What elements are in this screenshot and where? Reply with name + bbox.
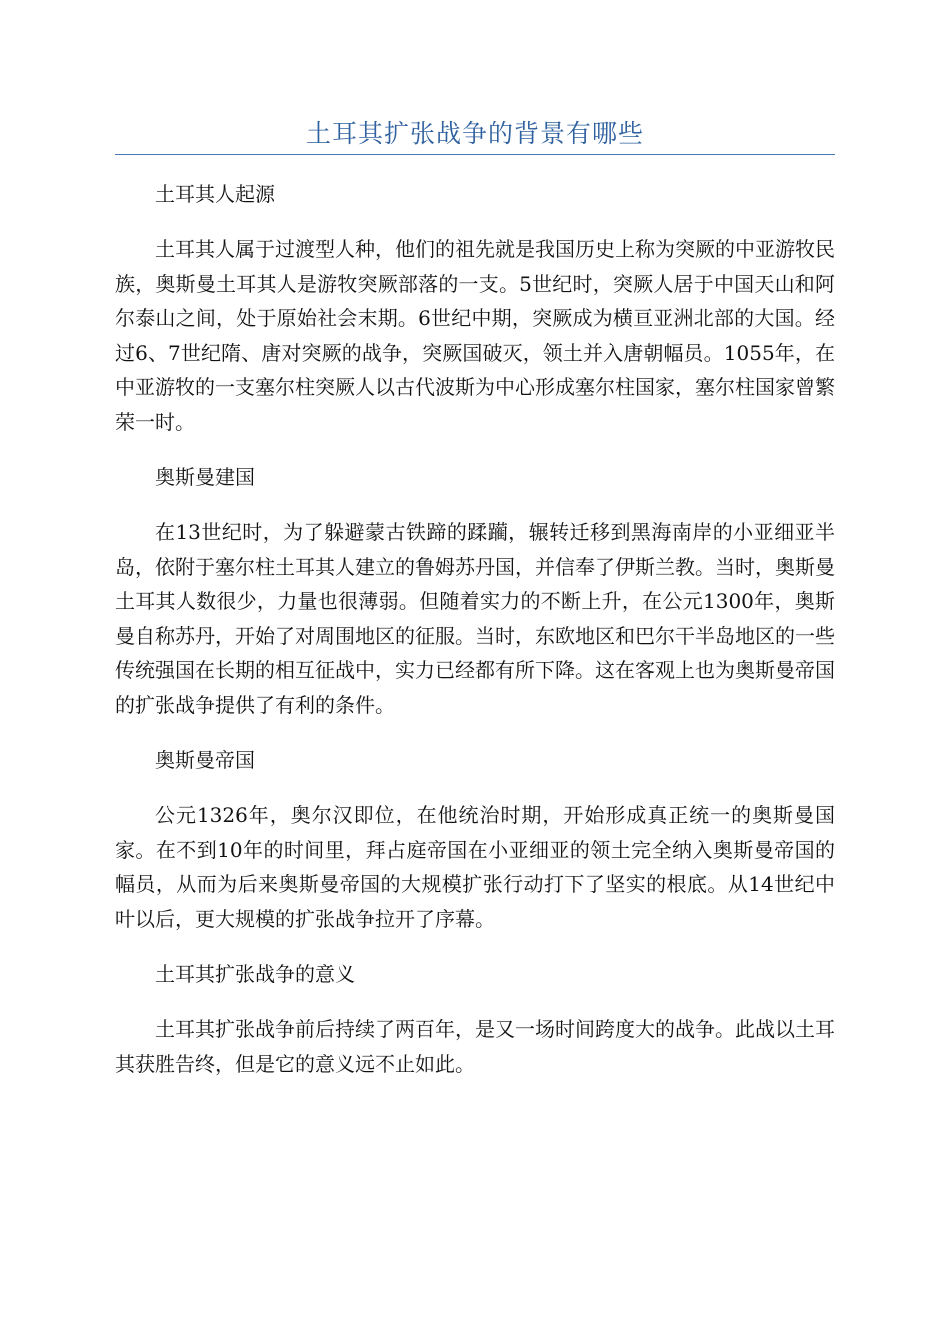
- section-empire: [115, 743, 835, 936]
- title-underline: [115, 154, 835, 155]
- section-origin: [115, 177, 835, 439]
- section-heading: 奥斯曼帝国: [155, 748, 255, 772]
- section-paragraph: 公元1326年，奥尔汉即位，在他统治时期，开始形成真正统一的奥斯曼国家。在不到10年的时间里，拜占庭帝国在小亚细亚的领土完全纳入奥斯曼帝国的幅员，从而为后来奥斯曼帝国的大规模扩张行动打下了坚实的根底。从14世纪中叶以后，更大规模的扩张战争拉开了序幕。: [115, 803, 835, 931]
- section-paragraph: 土耳其人属于过渡型人种，他们的祖先就是我国历史上称为突厥的中亚游牧民族，奥斯曼土耳其人是游牧突厥部落的一支。5世纪时，突厥人居于中国天山和阿尔泰山之间，处于原始社会末期。6世纪中期，突厥成为横亘亚洲北部的大国。经过6、7世纪隋、唐对突厥的战争，突厥国破灭，领土并入唐朝幅员。1055年，在中亚游牧的一支塞尔柱突厥人以古代波斯为中心形成塞尔柱国家，塞尔柱国家曾繁荣一时。: [115, 237, 835, 434]
- section-paragraph: 在13世纪时，为了躲避蒙古铁蹄的蹂躏，辗转迁移到黑海南岸的小亚细亚半岛，依附于塞尔柱土耳其人建立的鲁姆苏丹国，并信奉了伊斯兰教。当时，奥斯曼土耳其人数很少，力量也很薄弱。但随着实力的不断上升，在公元1300年，奥斯曼自称苏丹，开始了对周围地区的征服。当时，东欧地区和巴尔干半岛地区的一些传统强国在长期的相互征战中，实力已经都有所下降。这在客观上也为奥斯曼帝国的扩张战争提供了有利的条件。: [115, 520, 835, 717]
- section-significance: [115, 957, 835, 1081]
- section-heading: 奥斯曼建国: [155, 465, 255, 489]
- section-heading: 土耳其人起源: [155, 182, 275, 206]
- section-heading: 土耳其扩张战争的意义: [155, 962, 355, 986]
- document-body: [115, 177, 835, 1081]
- page-title: 土耳其扩张战争的背景有哪些: [305, 119, 644, 148]
- document-page: [115, 0, 835, 1081]
- section-paragraph: 土耳其扩张战争前后持续了两百年，是又一场时间跨度大的战争。此战以土耳其获胜告终，但是它的意义远不止如此。: [115, 1017, 835, 1076]
- section-founding: [115, 460, 835, 722]
